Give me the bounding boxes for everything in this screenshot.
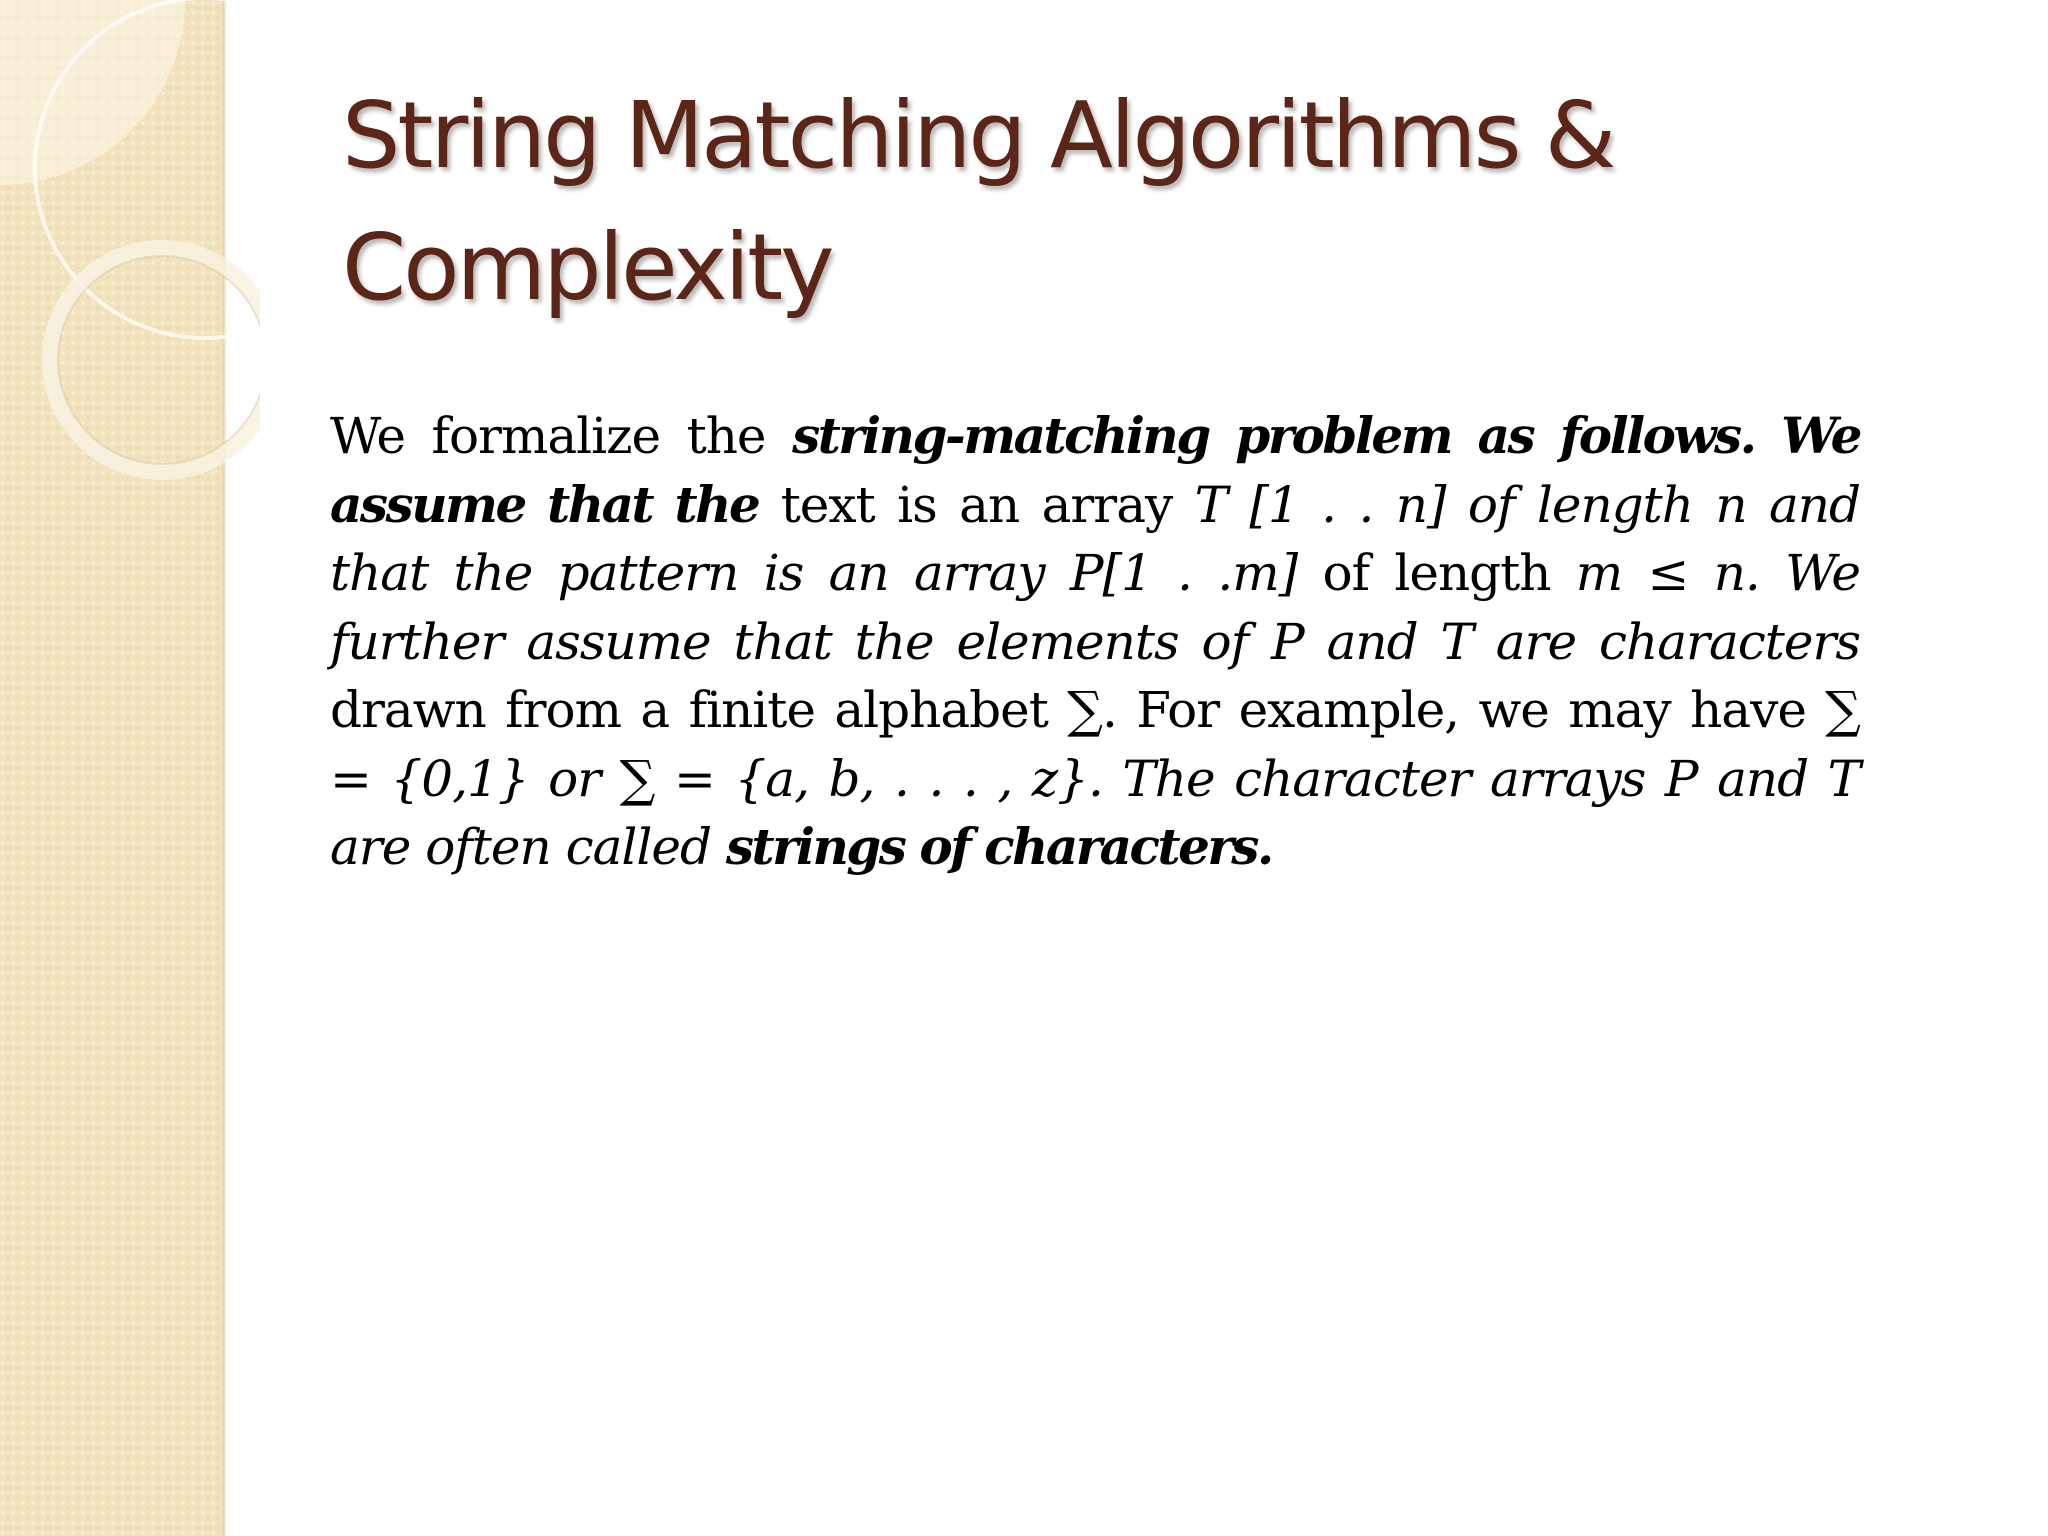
thick-ring-decoration [50,248,260,472]
thick-ring-inner-edge [58,256,260,464]
body-text-regular: text is an array [758,475,1195,534]
body-text-italic: T [1 . . n] of length n and that the pattern is an array P[1 . .m] [330,475,1860,602]
body-text-regular: drawn from a finite alphabet ∑. For example, we may have ∑ [330,681,1860,739]
slide-title [342,70,1902,334]
body-text-regular: We formalize the [330,407,793,465]
title-line-1: String Matching Algorithms & [342,82,1614,189]
body-text-regular: of length [1297,544,1576,602]
body-text-bold-italic: strings of characters. [725,817,1272,876]
decorative-circles [0,0,260,520]
title-line-2: Complexity [342,214,832,321]
body-text-regular: ∑ [600,749,674,808]
body-text-italic: = {a, b, . . . , z}. The character arrays P and T are often called [330,749,1861,876]
body-text-italic: = {0,1} or [330,749,601,808]
body-paragraph [330,402,1860,882]
body-text-italic: m ≤ n. We further assume that the elements of P and T are characters [330,544,1860,671]
body-text-bold-italic: string-matching problem as follows. We assume that the [330,406,1860,534]
